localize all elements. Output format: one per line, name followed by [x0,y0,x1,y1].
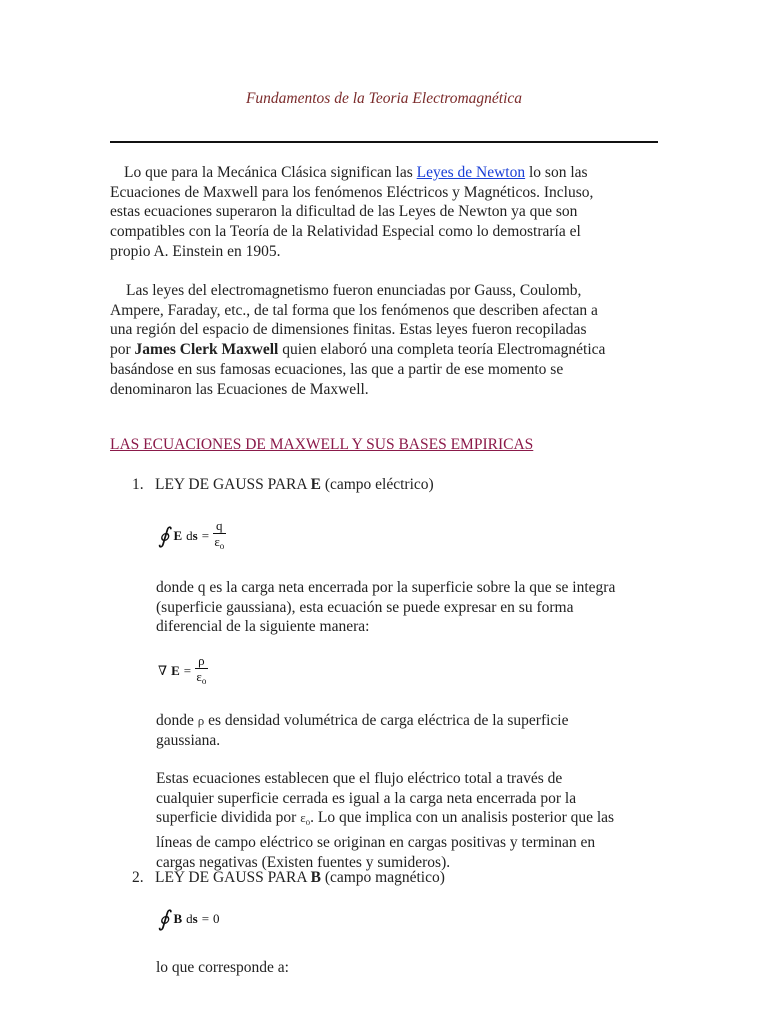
maxwell-line-prefix: por [110,341,135,359]
fraction-numerator: q [213,518,226,534]
flux-explanation: Estas ecuaciones establecen que el flujo eléctrico total a través de cualquier superficie cerrada es igual a la carga neta encerrada por la superficie dividida por $\varepsilon_o$. Lo que implica con un analisis posterior que las líneas de campo eléctrico se originan en cargas positivas y terminan en cargas negativas (Existen fuentes y sumideros). [156,770,615,871]
differential-d: d [186,528,193,543]
maxwell-name: James Clerk Maxwell [134,341,279,359]
equals-sign: = [183,663,192,678]
law2-number: 2. [132,869,144,886]
equals-sign: = [201,911,210,926]
law2-field-symbol: B [310,869,321,886]
gauss-b-integral-equation [158,906,220,932]
vector-e: E [171,663,180,678]
vector-b: B [173,911,183,926]
newton-laws-link[interactable]: Leyes de Newton [416,164,526,181]
intro-line: compatibles con la Teoría de la Relatividad Especial como lo demostraría el [110,223,581,241]
law1-explanation: donde q es la carga neta encerrada por la superficie sobre la que se integra (superficie gaussiana), esta ecuación se puede expresar en su forma diferencial de la siguiente manera: [156,579,616,636]
gauss-e-differential-equation [158,653,208,689]
maxwell-paragraph [110,281,658,399]
law1-field-symbol: E [310,476,321,493]
law1-prefix: LEY DE GAUSS PARA [155,476,311,493]
closed-integral-symbol: ∮ [158,906,170,931]
law1-number: 1. [132,476,144,493]
fraction-numerator: ρ [195,653,208,669]
differential-s: s [192,528,198,543]
law1-heading [132,476,434,494]
intro-text-start: Lo que para la Mecánica Clásica significan las [124,164,417,181]
nabla-symbol: ∇ [158,663,168,678]
section-heading: LAS ECUACIONES DE MAXWELL Y SUS BASES EMPIRICAS [110,436,534,453]
fraction-denominator: $\varepsilon_o$ [214,534,225,551]
intro-text-after-link: lo son las [525,164,588,181]
rho-symbol: ρ [197,713,205,728]
gauss-e-integral-equation [158,518,226,554]
law2-heading [132,869,445,887]
page-title: Fundamentos de la Teoria Electromagnética [245,90,523,107]
maxwell-line: Ampere, Faraday, etc., de tal forma que los fenómenos que describen afectan a [110,301,598,319]
maxwell-line: basándose en sus famosas ecuaciones, las que a partir de ese momento se [110,360,564,378]
intro-line: estas ecuaciones superaron la dificultad de las Leyes de Newton ya que son [110,203,578,221]
title-divider [110,141,658,143]
zero-value: 0 [213,911,220,926]
intro-line: Ecuaciones de Maxwell para los fenómenos Eléctricos y Magnéticos. Incluso, [110,183,594,201]
maxwell-line: denominaron las Ecuaciones de Maxwell. [110,380,369,398]
law1-suffix: (campo eléctrico) [320,476,434,493]
fraction [195,653,208,689]
law2-prefix: LEY DE GAUSS PARA [155,869,311,886]
intro-line: propio A. Einstein en 1905. [110,242,281,260]
law2-suffix: (campo magnético) [320,869,445,886]
differential-d: d [186,911,193,926]
maxwell-line-suffix: quien elaboró una completa teoría Electromagnética [278,341,606,359]
intro-paragraph [110,163,658,262]
fraction-denominator: $\varepsilon_o$ [196,669,207,686]
differential-s: s [192,911,198,926]
maxwell-line: Las leyes del electromagnetismo fueron enunciadas por Gauss, Coulomb, [126,282,582,299]
law2-text: lo que corresponde a: [156,959,289,976]
rho-explanation: donde ρ es densidad volumétrica de carga eléctrica de la superficie gaussiana. [156,712,569,749]
vector-e: E [173,528,183,543]
closed-integral-symbol: ∮ [158,523,170,548]
maxwell-line: una región del espacio de dimensiones finitas. Estas leyes fueron recopiladas [110,321,587,339]
equals-sign: = [201,528,210,543]
fraction [213,518,226,554]
epsilon-symbol: $\varepsilon_o$ [300,810,311,828]
